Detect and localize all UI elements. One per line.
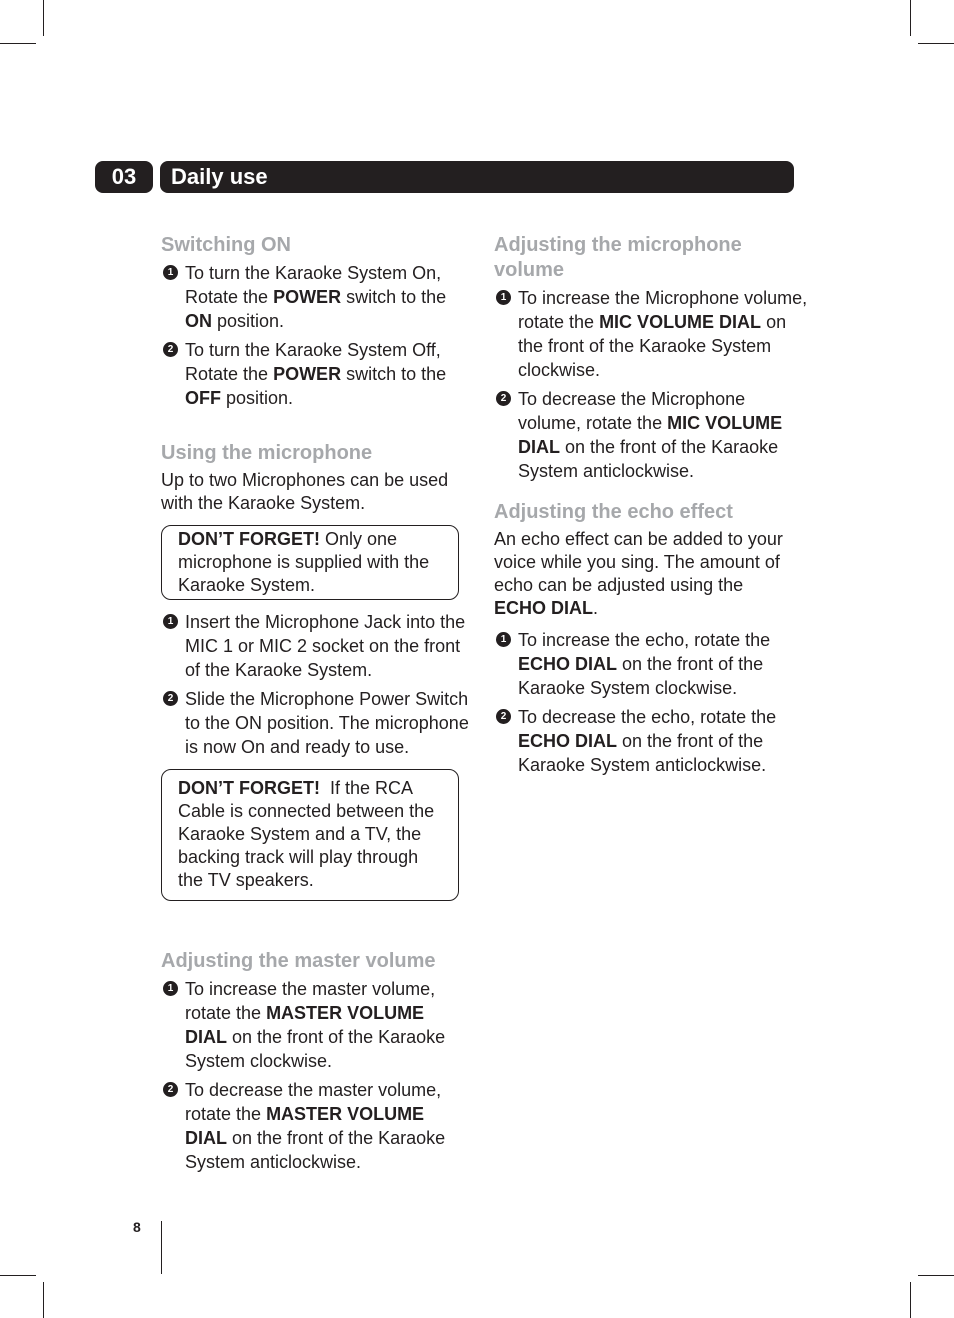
- section-title-mic-volume: Adjusting the microphone volume: [494, 234, 742, 281]
- section-title-switching: Switching ON: [161, 234, 291, 256]
- step-number-1-icon: 1: [496, 632, 511, 647]
- crop-mark: [0, 43, 36, 44]
- step-number-2-icon: 2: [163, 691, 178, 706]
- crop-mark: [918, 1275, 954, 1276]
- chapter-title: Daily use: [160, 161, 794, 193]
- echo-intro: An echo effect can be added to your voice while you sing. The amount of echo can be adjusted using the ECHO DIAL.: [494, 529, 783, 618]
- section-title-microphone: Using the microphone: [161, 442, 373, 464]
- step-number-1-icon: 1: [496, 290, 511, 305]
- step-echo-decrease: 2 To decrease the echo, rotate the ECHO DIAL on the front of the Karaoke System anticlockwise.: [494, 705, 809, 777]
- step-number-2-icon: 2: [496, 709, 511, 724]
- microphone-intro: Up to two Microphones can be used with the Karaoke System.: [161, 470, 449, 513]
- step-mic-power: 2 Slide the Microphone Power Switch to the ON position. The microphone is now On and ready to use.: [161, 687, 471, 759]
- crop-mark: [918, 43, 954, 44]
- section-title-master-volume: Adjusting the master volume: [161, 950, 436, 972]
- crop-mark: [910, 0, 911, 36]
- step-number-1-icon: 1: [163, 614, 178, 629]
- footer-divider: [161, 1221, 162, 1274]
- step-number-2-icon: 2: [163, 342, 178, 357]
- crop-mark: [910, 1282, 911, 1318]
- step-mic-volume-decrease: 2 To decrease the Microphone volume, rotate the MIC VOLUME DIAL on the front of the Karaoke System anticlockwise.: [494, 387, 809, 483]
- crop-mark: [43, 1282, 44, 1318]
- step-echo-increase: 1 To increase the echo, rotate the ECHO DIAL on the front of the Karaoke System clockwise.: [494, 628, 809, 700]
- right-column: [494, 233, 809, 782]
- step-master-decrease: 2 To decrease the master volume, rotate the MASTER VOLUME DIAL on the front of the Karaoke System anticlockwise.: [161, 1078, 471, 1174]
- step-switch-off: 2 To turn the Karaoke System Off, Rotate the POWER switch to the OFF position.: [161, 338, 471, 410]
- step-number-2-icon: 2: [496, 391, 511, 406]
- crop-mark: [43, 0, 44, 36]
- step-number-2-icon: 2: [163, 1082, 178, 1097]
- step-switch-on: 1 To turn the Karaoke System On, Rotate the POWER switch to the ON position.: [161, 261, 471, 333]
- step-master-increase: 1 To increase the master volume, rotate the MASTER VOLUME DIAL on the front of the Karaoke System clockwise.: [161, 977, 471, 1073]
- note-box-rca: DON’T FORGET! If the RCA Cable is connected between the Karaoke System and a TV, the backing track will play through the TV speakers.: [161, 769, 459, 901]
- section-title-echo: Adjusting the echo effect: [494, 501, 733, 523]
- page-number: 8: [133, 1219, 141, 1235]
- step-insert-jack: 1 Insert the Microphone Jack into the MIC 1 or MIC 2 socket on the front of the Karaoke System.: [161, 610, 471, 682]
- step-number-1-icon: 1: [163, 981, 178, 996]
- note-box-microphone: DON’T FORGET! Only one microphone is supplied with the Karaoke System.: [161, 525, 459, 600]
- note-label: DON’T FORGET!: [178, 778, 320, 798]
- step-number-1-icon: 1: [163, 265, 178, 280]
- crop-mark: [0, 1275, 36, 1276]
- left-column: [161, 233, 471, 1179]
- note-label: DON’T FORGET!: [178, 529, 320, 549]
- chapter-number: 03: [95, 161, 153, 193]
- step-mic-volume-increase: 1 To increase the Microphone volume, rotate the MIC VOLUME DIAL on the front of the Karaoke System clockwise.: [494, 286, 809, 382]
